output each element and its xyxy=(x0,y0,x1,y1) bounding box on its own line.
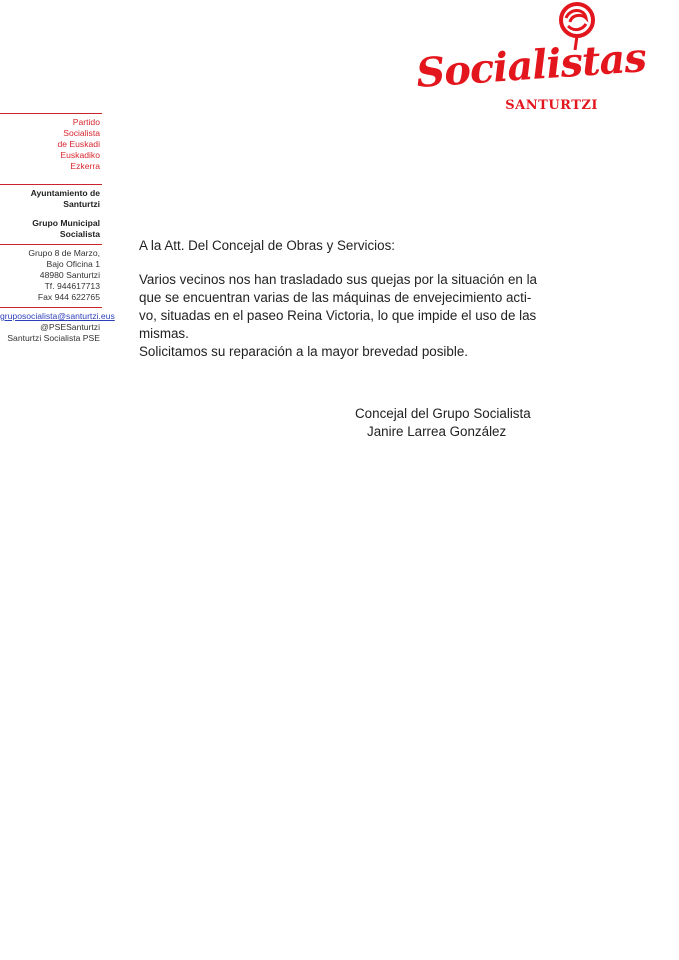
address-block xyxy=(0,245,102,307)
party-line: de Euskadi xyxy=(57,139,100,149)
signature-role: Concejal del Grupo Socialista xyxy=(355,406,531,421)
address-line: Grupo 8 de Marzo, xyxy=(28,248,100,258)
council-line: Santurtzi xyxy=(63,199,100,209)
letterhead-sidebar xyxy=(0,113,115,348)
body-line: mismas. xyxy=(139,326,189,341)
party-line: Socialista xyxy=(63,128,100,138)
email-link[interactable]: gruposocialista@santurtzi.eus xyxy=(0,311,115,321)
body-line: que se encuentran varias de las máquinas de envejecimiento acti- xyxy=(139,290,532,305)
address-line: Fax 944 622765 xyxy=(37,292,100,302)
logo-wordmark: Socialistas xyxy=(414,34,648,97)
letter-paragraph xyxy=(139,271,598,343)
body-line: vo, situadas en el paseo Reina Victoria, lo que impide el uso de las xyxy=(139,308,537,323)
party-logo xyxy=(414,2,648,114)
group-line: Grupo Municipal xyxy=(32,218,100,228)
letter-body xyxy=(139,237,598,361)
logo-subtitle: SANTURTZI xyxy=(505,98,598,113)
address-line: Tf. 944617713 xyxy=(44,281,100,291)
party-line: Ezkerra xyxy=(70,161,100,171)
social-line: @PSESanturtzi xyxy=(40,322,100,332)
council-block xyxy=(0,185,102,244)
party-line: Euskadiko xyxy=(60,150,100,160)
signature-block xyxy=(355,405,531,441)
party-name-block xyxy=(0,114,102,176)
address-line: Bajo Oficina 1 xyxy=(46,259,100,269)
signature-name: Janire Larrea González xyxy=(367,424,507,439)
letter-request: Solicitamos su reparación a la mayor brevedad posible. xyxy=(139,344,468,359)
social-line: Santurtzi Socialista PSE xyxy=(7,333,100,343)
party-line: Partido xyxy=(72,117,100,127)
address-line: 48980 Santurtzi xyxy=(39,270,100,280)
body-line: Varios vecinos nos han trasladado sus quejas por la situación en la xyxy=(139,272,537,287)
council-line: Ayuntamiento de xyxy=(30,188,100,198)
contact-block xyxy=(0,308,115,348)
letter-salutation: A la Att. Del Concejal de Obras y Servicios: xyxy=(139,238,396,253)
group-line: Socialista xyxy=(59,229,100,239)
